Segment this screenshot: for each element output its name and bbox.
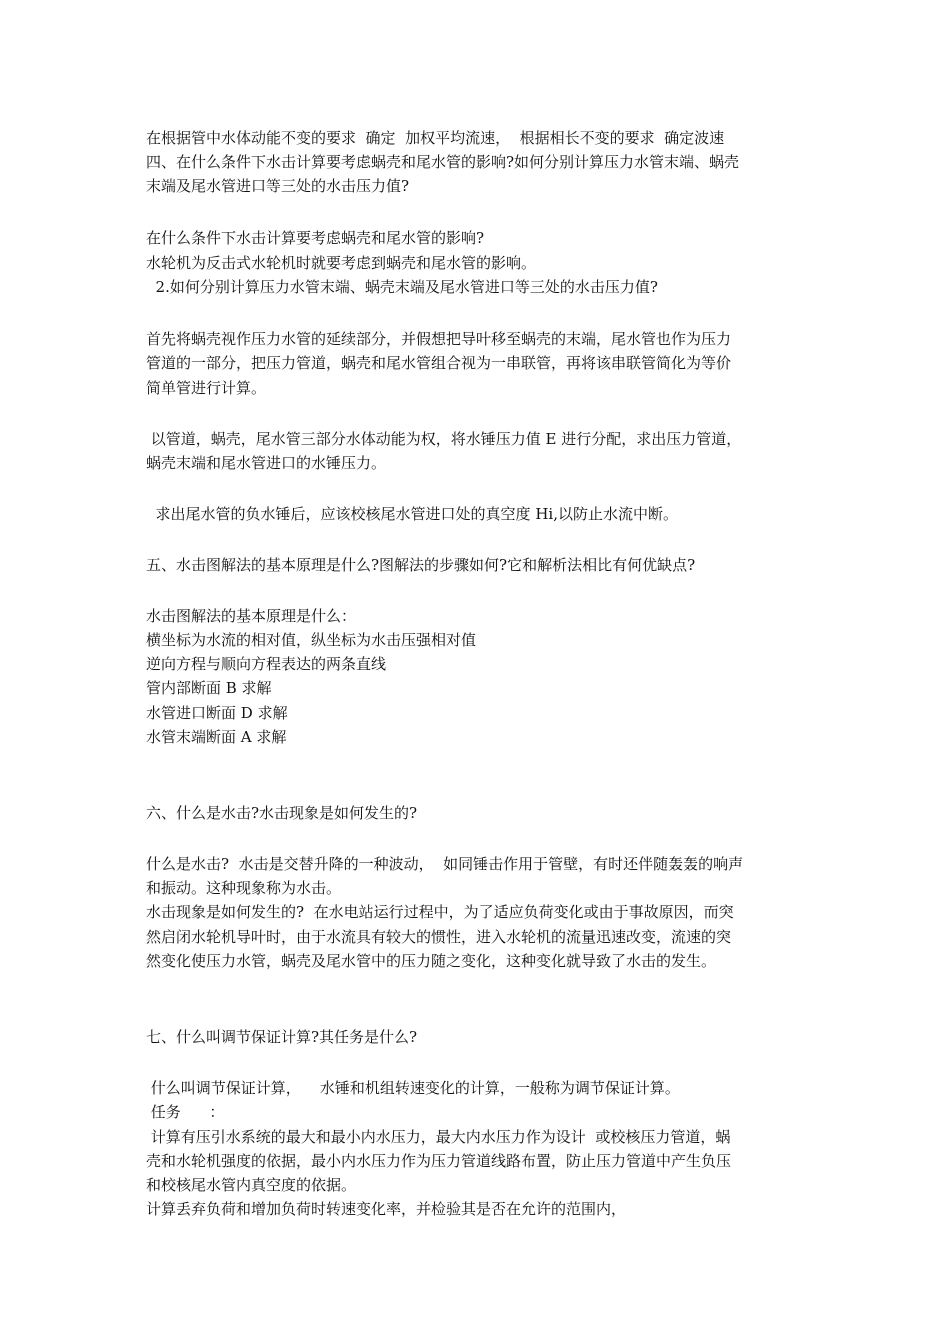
- text-line: 然启闭水轮机导叶时，由于水流具有较大的惯性，进入水轮机的流量迅速改变，流速的突: [146, 928, 732, 946]
- text-line: 2.如何分别计算压力水管末端、蜗壳末端及尾水管进口等三处的水击压力值?: [146, 278, 658, 296]
- section-4-heading: 四、在什么条件下水击计算要考虑蜗壳和尾水管的影响?如何分别计算压力水管末端、蜗壳: [146, 153, 740, 171]
- text-line: 求出尾水管的负水锤后，应该校核尾水管进口处的真空度 Hi,以防止水流中断。: [146, 505, 678, 523]
- text-line: 壳和水轮机强度的依据，最小内水压力作为压力管道线路布置，防止压力管道中产生负压: [146, 1152, 732, 1170]
- section-4-heading-cont: 末端及尾水管进口等三处的水击压力值?: [146, 177, 410, 195]
- text-line: 和校核尾水管内真空度的依据。: [146, 1176, 357, 1194]
- text-line: 计算丢弃负荷和增加负荷时转速变化率，并检验其是否在允许的范围内，: [146, 1200, 627, 1218]
- section-6-heading: 六、什么是水击?水击现象是如何发生的?: [146, 804, 418, 822]
- text-line: 管内部断面 B 求解: [146, 679, 272, 697]
- section-5-heading: 五、水击图解法的基本原理是什么?图解法的步骤如何?它和解析法相比有何优缺点?: [146, 556, 696, 574]
- text-line: 什么叫调节保证计算， 水锤和机组转速变化的计算，一般称为调节保证计算。: [146, 1079, 680, 1097]
- text-line: 和振动。这种现象称为水击。: [146, 879, 342, 897]
- text-line: 管道的一部分，把压力管道，蜗壳和尾水管组合视为一串联管，再将该串联管简化为等价: [146, 354, 732, 372]
- text-line: 水击现象是如何发生的? 在水电站运行过程中，为了适应负荷变化或由于事故原因，而突: [146, 903, 734, 921]
- text-line: 在根据管中水体动能不变的要求 确定 加权平均流速， 根据相长不变的要求 确定波速: [146, 129, 725, 147]
- text-line: 首先将蜗壳视作压力水管的延续部分，并假想把导叶移至蜗壳的末端，尾水管也作为压力: [146, 330, 732, 348]
- text-line: 水轮机为反击式水轮机时就要考虑到蜗壳和尾水管的影响。: [146, 254, 537, 272]
- text-line: 在什么条件下水击计算要考虑蜗壳和尾水管的影响?: [146, 229, 485, 247]
- text-line: 逆向方程与顺向方程表达的两条直线: [146, 655, 387, 673]
- text-line: 蜗壳末端和尾水管进口的水锤压力。: [146, 454, 387, 472]
- text-line: 简单管进行计算。: [146, 379, 267, 397]
- text-line: 横坐标为水流的相对值，纵坐标为水击压强相对值: [146, 631, 477, 649]
- text-line: 计算有压引水系统的最大和最小内水压力，最大内水压力作为设计 或校核压力管道，蜗: [146, 1128, 731, 1146]
- text-line: 水管末端断面 A 求解: [146, 728, 287, 746]
- text-line: 水管进口断面 D 求解: [146, 704, 288, 722]
- text-line: 以管道，蜗壳，尾水管三部分水体动能为权，将水锤压力值 E 进行分配，求出压力管道，: [146, 430, 742, 448]
- text-line: 水击图解法的基本原理是什么：: [146, 607, 357, 625]
- section-7-heading: 七、什么叫调节保证计算?其任务是什么?: [146, 1028, 418, 1046]
- text-line: 然变化使压力水管，蜗壳及尾水管中的压力随之变化，这种变化就导致了水击的发生。: [146, 952, 717, 970]
- text-line: 任务 ：: [146, 1103, 225, 1121]
- text-line: 什么是水击? 水击是交替升降的一种波动， 如同锤击作用于管壁，有时还伴随轰轰的响声: [146, 855, 744, 873]
